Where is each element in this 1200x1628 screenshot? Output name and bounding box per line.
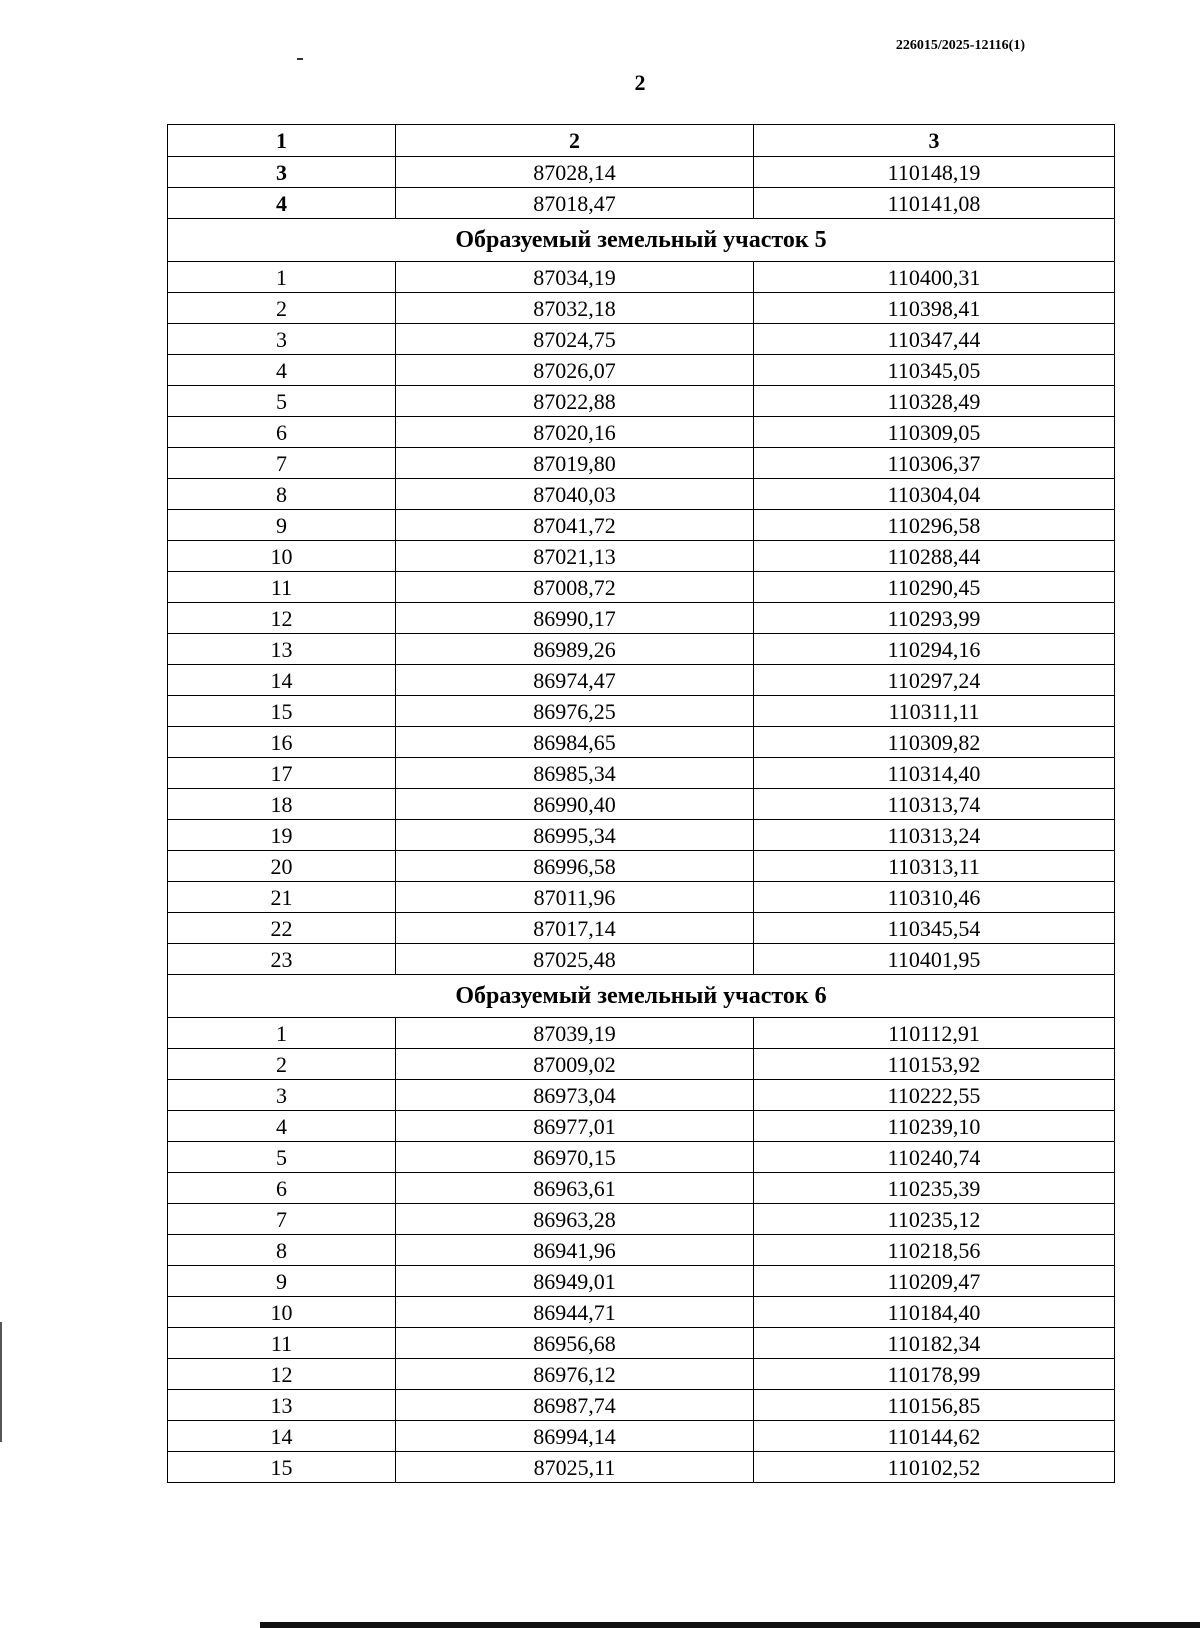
- y-coordinate-cell: 110156,85: [754, 1390, 1115, 1421]
- y-coordinate-cell: 110304,04: [754, 479, 1115, 510]
- y-coordinate-cell: 110218,56: [754, 1235, 1115, 1266]
- x-coordinate-cell: 86989,26: [396, 634, 754, 665]
- point-number-cell: 4: [168, 1111, 396, 1142]
- x-coordinate-cell: 86985,34: [396, 758, 754, 789]
- y-coordinate-cell: 110309,05: [754, 417, 1115, 448]
- point-number-cell: 6: [168, 417, 396, 448]
- point-number-cell: 17: [168, 758, 396, 789]
- x-coordinate-cell: 86996,58: [396, 851, 754, 882]
- table-row: [168, 913, 1115, 944]
- table-row: [168, 1359, 1115, 1390]
- point-number-cell: 2: [168, 1049, 396, 1080]
- y-coordinate-cell: 110222,55: [754, 1080, 1115, 1111]
- y-coordinate-cell: 110153,92: [754, 1049, 1115, 1080]
- point-number-cell: 7: [168, 448, 396, 479]
- y-coordinate-cell: 110398,41: [754, 293, 1115, 324]
- x-coordinate-cell: 86963,61: [396, 1173, 754, 1204]
- y-coordinate-cell: 110400,31: [754, 262, 1115, 293]
- x-coordinate-cell: 87019,80: [396, 448, 754, 479]
- table-row: [168, 1452, 1115, 1483]
- table-row: [168, 1328, 1115, 1359]
- x-coordinate-cell: 87032,18: [396, 293, 754, 324]
- x-coordinate-cell: 86995,34: [396, 820, 754, 851]
- table-row: [168, 479, 1115, 510]
- table-row: [168, 727, 1115, 758]
- y-coordinate-cell: 110290,45: [754, 572, 1115, 603]
- coordinates-table: [167, 124, 1115, 1483]
- x-coordinate-cell: 86970,15: [396, 1142, 754, 1173]
- table-row: [168, 696, 1115, 727]
- table-row: [168, 157, 1115, 188]
- x-coordinate-cell: 87039,19: [396, 1018, 754, 1049]
- point-number-cell: 13: [168, 634, 396, 665]
- point-number-cell: 16: [168, 727, 396, 758]
- point-number-cell: 10: [168, 1297, 396, 1328]
- point-number-cell: 4: [168, 188, 396, 219]
- x-coordinate-cell: 87022,88: [396, 386, 754, 417]
- point-number-cell: 11: [168, 572, 396, 603]
- point-number-cell: 10: [168, 541, 396, 572]
- table-row: [168, 510, 1115, 541]
- x-coordinate-cell: 87026,07: [396, 355, 754, 386]
- x-coordinate-cell: 86976,12: [396, 1359, 754, 1390]
- table-row: [168, 1111, 1115, 1142]
- x-coordinate-cell: 86974,47: [396, 665, 754, 696]
- y-coordinate-cell: 110112,91: [754, 1018, 1115, 1049]
- point-number-cell: 20: [168, 851, 396, 882]
- table-row: [168, 417, 1115, 448]
- table-row: [168, 1204, 1115, 1235]
- x-coordinate-cell: 87041,72: [396, 510, 754, 541]
- y-coordinate-cell: 110240,74: [754, 1142, 1115, 1173]
- x-coordinate-cell: 86977,01: [396, 1111, 754, 1142]
- point-number-cell: 3: [168, 1080, 396, 1111]
- table-row: [168, 188, 1115, 219]
- x-coordinate-cell: 87008,72: [396, 572, 754, 603]
- table-row: [168, 882, 1115, 913]
- point-number-cell: 8: [168, 479, 396, 510]
- table-row: [168, 1297, 1115, 1328]
- y-coordinate-cell: 110310,46: [754, 882, 1115, 913]
- point-number-cell: 6: [168, 1173, 396, 1204]
- table-row: [168, 293, 1115, 324]
- point-number-cell: 13: [168, 1390, 396, 1421]
- x-coordinate-cell: 86984,65: [396, 727, 754, 758]
- table-row: [168, 1266, 1115, 1297]
- point-number-cell: 9: [168, 510, 396, 541]
- y-coordinate-cell: 110306,37: [754, 448, 1115, 479]
- point-number-cell: 3: [168, 324, 396, 355]
- point-number-cell: 19: [168, 820, 396, 851]
- y-coordinate-cell: 110182,34: [754, 1328, 1115, 1359]
- x-coordinate-cell: 86963,28: [396, 1204, 754, 1235]
- column-header-row: [168, 125, 1115, 157]
- point-number-cell: 5: [168, 386, 396, 417]
- y-coordinate-cell: 110311,11: [754, 696, 1115, 727]
- point-number-cell: 12: [168, 1359, 396, 1390]
- table-row: [168, 944, 1115, 975]
- y-coordinate-cell: 110328,49: [754, 386, 1115, 417]
- x-coordinate-cell: 86987,74: [396, 1390, 754, 1421]
- table-row: [168, 789, 1115, 820]
- point-number-cell: 11: [168, 1328, 396, 1359]
- x-coordinate-cell: 86990,17: [396, 603, 754, 634]
- y-coordinate-cell: 110239,10: [754, 1111, 1115, 1142]
- y-coordinate-cell: 110102,52: [754, 1452, 1115, 1483]
- x-coordinate-cell: 87040,03: [396, 479, 754, 510]
- point-number-cell: 22: [168, 913, 396, 944]
- column-header-x: 2: [396, 125, 754, 157]
- table-row: [168, 1018, 1115, 1049]
- coordinates-table-body: [168, 125, 1115, 1483]
- page-number: 2: [634, 70, 646, 95]
- table-row: [168, 1080, 1115, 1111]
- table-row: [168, 1421, 1115, 1452]
- section-header-row: [168, 975, 1115, 1018]
- y-coordinate-cell: 110235,39: [754, 1173, 1115, 1204]
- x-coordinate-cell: 86944,71: [396, 1297, 754, 1328]
- x-coordinate-cell: 86990,40: [396, 789, 754, 820]
- y-coordinate-cell: 110144,62: [754, 1421, 1115, 1452]
- point-number-cell: 18: [168, 789, 396, 820]
- table-row: [168, 1142, 1115, 1173]
- point-number-cell: 21: [168, 882, 396, 913]
- x-coordinate-cell: 87025,11: [396, 1452, 754, 1483]
- scan-bottom-edge: [260, 1622, 1200, 1628]
- section-title: Образуемый земельный участок 6: [168, 975, 1115, 1018]
- y-coordinate-cell: 110401,95: [754, 944, 1115, 975]
- y-coordinate-cell: 110148,19: [754, 157, 1115, 188]
- x-coordinate-cell: 86976,25: [396, 696, 754, 727]
- table-row: [168, 665, 1115, 696]
- point-number-cell: 14: [168, 665, 396, 696]
- x-coordinate-cell: 86973,04: [396, 1080, 754, 1111]
- y-coordinate-cell: 110313,24: [754, 820, 1115, 851]
- y-coordinate-cell: 110296,58: [754, 510, 1115, 541]
- x-coordinate-cell: 87018,47: [396, 188, 754, 219]
- column-header-point: 1: [168, 125, 396, 157]
- table-row: [168, 386, 1115, 417]
- document-registration-number: 226015/2025-12116(1): [895, 38, 1025, 53]
- x-coordinate-cell: 86994,14: [396, 1421, 754, 1452]
- point-number-cell: 12: [168, 603, 396, 634]
- point-number-cell: 2: [168, 293, 396, 324]
- point-number-cell: 1: [168, 262, 396, 293]
- x-coordinate-cell: 86956,68: [396, 1328, 754, 1359]
- table-row: [168, 851, 1115, 882]
- table-row: [168, 355, 1115, 386]
- y-coordinate-cell: 110141,08: [754, 188, 1115, 219]
- y-coordinate-cell: 110313,74: [754, 789, 1115, 820]
- table-row: [168, 634, 1115, 665]
- y-coordinate-cell: 110297,24: [754, 665, 1115, 696]
- x-coordinate-cell: 86949,01: [396, 1266, 754, 1297]
- y-coordinate-cell: 110294,16: [754, 634, 1115, 665]
- scan-edge-mark: [0, 1322, 2, 1442]
- point-number-cell: 15: [168, 1452, 396, 1483]
- y-coordinate-cell: 110309,82: [754, 727, 1115, 758]
- table-row: [168, 262, 1115, 293]
- x-coordinate-cell: 87009,02: [396, 1049, 754, 1080]
- y-coordinate-cell: 110313,11: [754, 851, 1115, 882]
- x-coordinate-cell: 87017,14: [396, 913, 754, 944]
- table-row: [168, 572, 1115, 603]
- x-coordinate-cell: 87034,19: [396, 262, 754, 293]
- table-row: [168, 448, 1115, 479]
- table-row: [168, 758, 1115, 789]
- table-row: [168, 1049, 1115, 1080]
- point-number-cell: 7: [168, 1204, 396, 1235]
- section-title: Образуемый земельный участок 5: [168, 219, 1115, 262]
- table-row: [168, 324, 1115, 355]
- table-row: [168, 1173, 1115, 1204]
- table-row: [168, 541, 1115, 572]
- table-row: [168, 1390, 1115, 1421]
- y-coordinate-cell: 110293,99: [754, 603, 1115, 634]
- column-header-y: 3: [754, 125, 1115, 157]
- scan-mark: [297, 58, 303, 60]
- y-coordinate-cell: 110178,99: [754, 1359, 1115, 1390]
- x-coordinate-cell: 87025,48: [396, 944, 754, 975]
- point-number-cell: 23: [168, 944, 396, 975]
- y-coordinate-cell: 110288,44: [754, 541, 1115, 572]
- point-number-cell: 8: [168, 1235, 396, 1266]
- table-row: [168, 1235, 1115, 1266]
- point-number-cell: 5: [168, 1142, 396, 1173]
- point-number-cell: 14: [168, 1421, 396, 1452]
- y-coordinate-cell: 110347,44: [754, 324, 1115, 355]
- y-coordinate-cell: 110184,40: [754, 1297, 1115, 1328]
- y-coordinate-cell: 110235,12: [754, 1204, 1115, 1235]
- section-header-row: [168, 219, 1115, 262]
- point-number-cell: 4: [168, 355, 396, 386]
- point-number-cell: 1: [168, 1018, 396, 1049]
- y-coordinate-cell: 110345,05: [754, 355, 1115, 386]
- x-coordinate-cell: 87020,16: [396, 417, 754, 448]
- point-number-cell: 9: [168, 1266, 396, 1297]
- x-coordinate-cell: 87028,14: [396, 157, 754, 188]
- y-coordinate-cell: 110345,54: [754, 913, 1115, 944]
- table-row: [168, 820, 1115, 851]
- x-coordinate-cell: 86941,96: [396, 1235, 754, 1266]
- y-coordinate-cell: 110209,47: [754, 1266, 1115, 1297]
- y-coordinate-cell: 110314,40: [754, 758, 1115, 789]
- x-coordinate-cell: 87011,96: [396, 882, 754, 913]
- point-number-cell: 3: [168, 157, 396, 188]
- x-coordinate-cell: 87024,75: [396, 324, 754, 355]
- x-coordinate-cell: 87021,13: [396, 541, 754, 572]
- table-row: [168, 603, 1115, 634]
- point-number-cell: 15: [168, 696, 396, 727]
